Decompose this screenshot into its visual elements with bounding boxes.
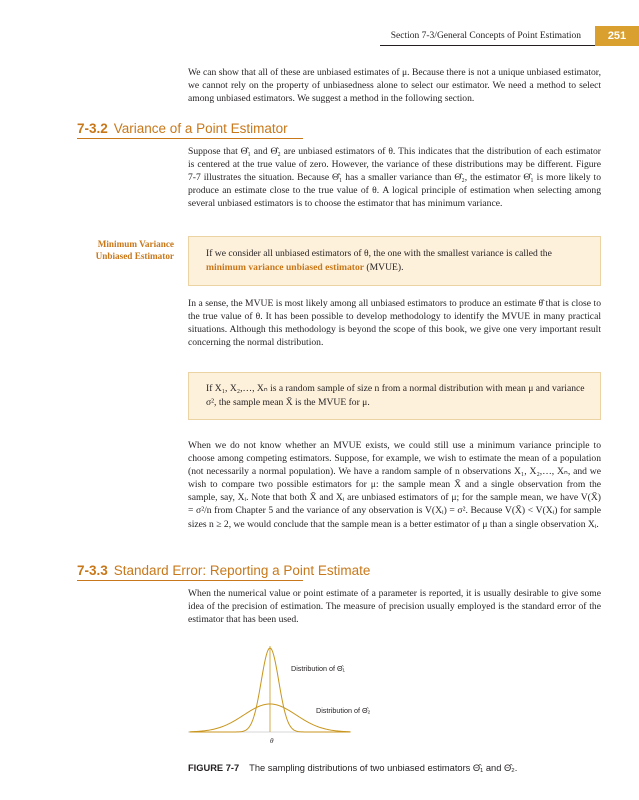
section-number: 7-3.2 xyxy=(77,121,108,136)
definition-text xyxy=(206,247,586,274)
result-text: If X₁, X₂,…, Xₙ is a random sample of size n from a normal distribution with mean μ and variance σ², the sample mean X̄ is the MVUE for μ. xyxy=(206,383,585,408)
section-title: Variance of a Point Estimator xyxy=(113,121,288,136)
paragraph-variance: Suppose that Θ̂₁ and Θ̂₂ are unbiased estimators of θ. This indicates that the distribution of each estimator is centered at the true value of zero. However, the variance of these distributions may be different. Figure 7-7 illustrates the situation. Because Θ̂₁ has a smaller variance than Θ̂₂, the estimator Θ̂₁ is more likely to produce an estimate close to the true value of θ. A logical principle of estimation when selecting among several unbiased estimators is to choose the estimator that has minimum variance. xyxy=(188,146,601,210)
definition-term: minimum variance unbiased estimator xyxy=(206,261,365,273)
header-rule xyxy=(380,45,595,46)
section-title: Standard Error: Reporting a Point Estimate xyxy=(113,563,371,578)
figure-caption-text: The sampling distributions of two unbiased estimators Θ̂₁ and Θ̂₂. xyxy=(249,763,518,773)
definition-box xyxy=(188,236,601,286)
page-number: 251 xyxy=(595,26,639,46)
label-distribution-2: Distribution of Θ̂₂ xyxy=(316,706,371,715)
running-header: Section 7-3/General Concepts of Point Estimation xyxy=(390,31,581,41)
intro-paragraph: We can show that all of these are unbiased estimates of μ. Because there is not a unique unbiased estimator, we cannot rely on the property of unbiasedness alone to select our estimator. We need a method to select among unbiased estimators. We suggest a method in the following section. xyxy=(188,67,601,105)
section-heading-7-3-3 xyxy=(77,563,370,578)
section-number: 7-3.3 xyxy=(77,563,108,578)
figure-7-7-chart xyxy=(188,640,408,748)
paragraph-minimum-variance: When we do not know whether an MVUE exists, we could still use a minimum variance principle to choose among competing estimators. Suppose, for example, we wish to estimate the mean of a population (not necessarily a normal population). We have a random sample of n observations X₁, X₂,…, Xₙ, and we wish to compare two possible estimators for μ: the sample mean X̄ and a single observation from the sample, say, Xᵢ. Note that both X̄ and Xᵢ are unbiased estimators of μ; for the sample mean, we have V(X̄) = σ²/n from Chapter 5 and the variance of any observation is V(Xᵢ) = σ². Because V(X̄) < V(Xᵢ) for sample sizes n ≥ 2, we would conclude that the sample mean is a better estimator of μ than a single observation Xᵢ. xyxy=(188,440,601,530)
axis-label-theta: θ xyxy=(270,737,274,745)
section-underline xyxy=(77,138,303,139)
section-heading-7-3-2 xyxy=(77,121,288,136)
figure-caption xyxy=(188,763,517,773)
label-distribution-1: Distribution of Θ̂₁ xyxy=(291,664,345,673)
paragraph-mvue: In a sense, the MVUE is most likely among all unbiased estimators to produce an estimate θ̂ that is close to the true value of θ. It has been possible to develop methodology to identify the MVUE in many practical situations. Although this methodology is beyond the scope of this book, we give one very important result concerning the normal distribution. xyxy=(188,298,601,349)
margin-note: Minimum Variance Unbiased Estimator xyxy=(95,239,174,261)
result-box xyxy=(188,372,601,420)
definition-text-start: If we consider all unbiased estimators of θ, the one with the smallest variance is called the xyxy=(206,248,552,259)
section-underline xyxy=(77,580,303,581)
figure-number: FIGURE 7-7 xyxy=(188,763,240,773)
definition-text-end: (MVUE). xyxy=(364,261,404,273)
paragraph-standard-error: When the numerical value or point estimate of a parameter is reported, it is usually desirable to give some idea of the precision of estimation. The measure of precision usually employed is the standard error of the estimator that has been used. xyxy=(188,588,601,626)
